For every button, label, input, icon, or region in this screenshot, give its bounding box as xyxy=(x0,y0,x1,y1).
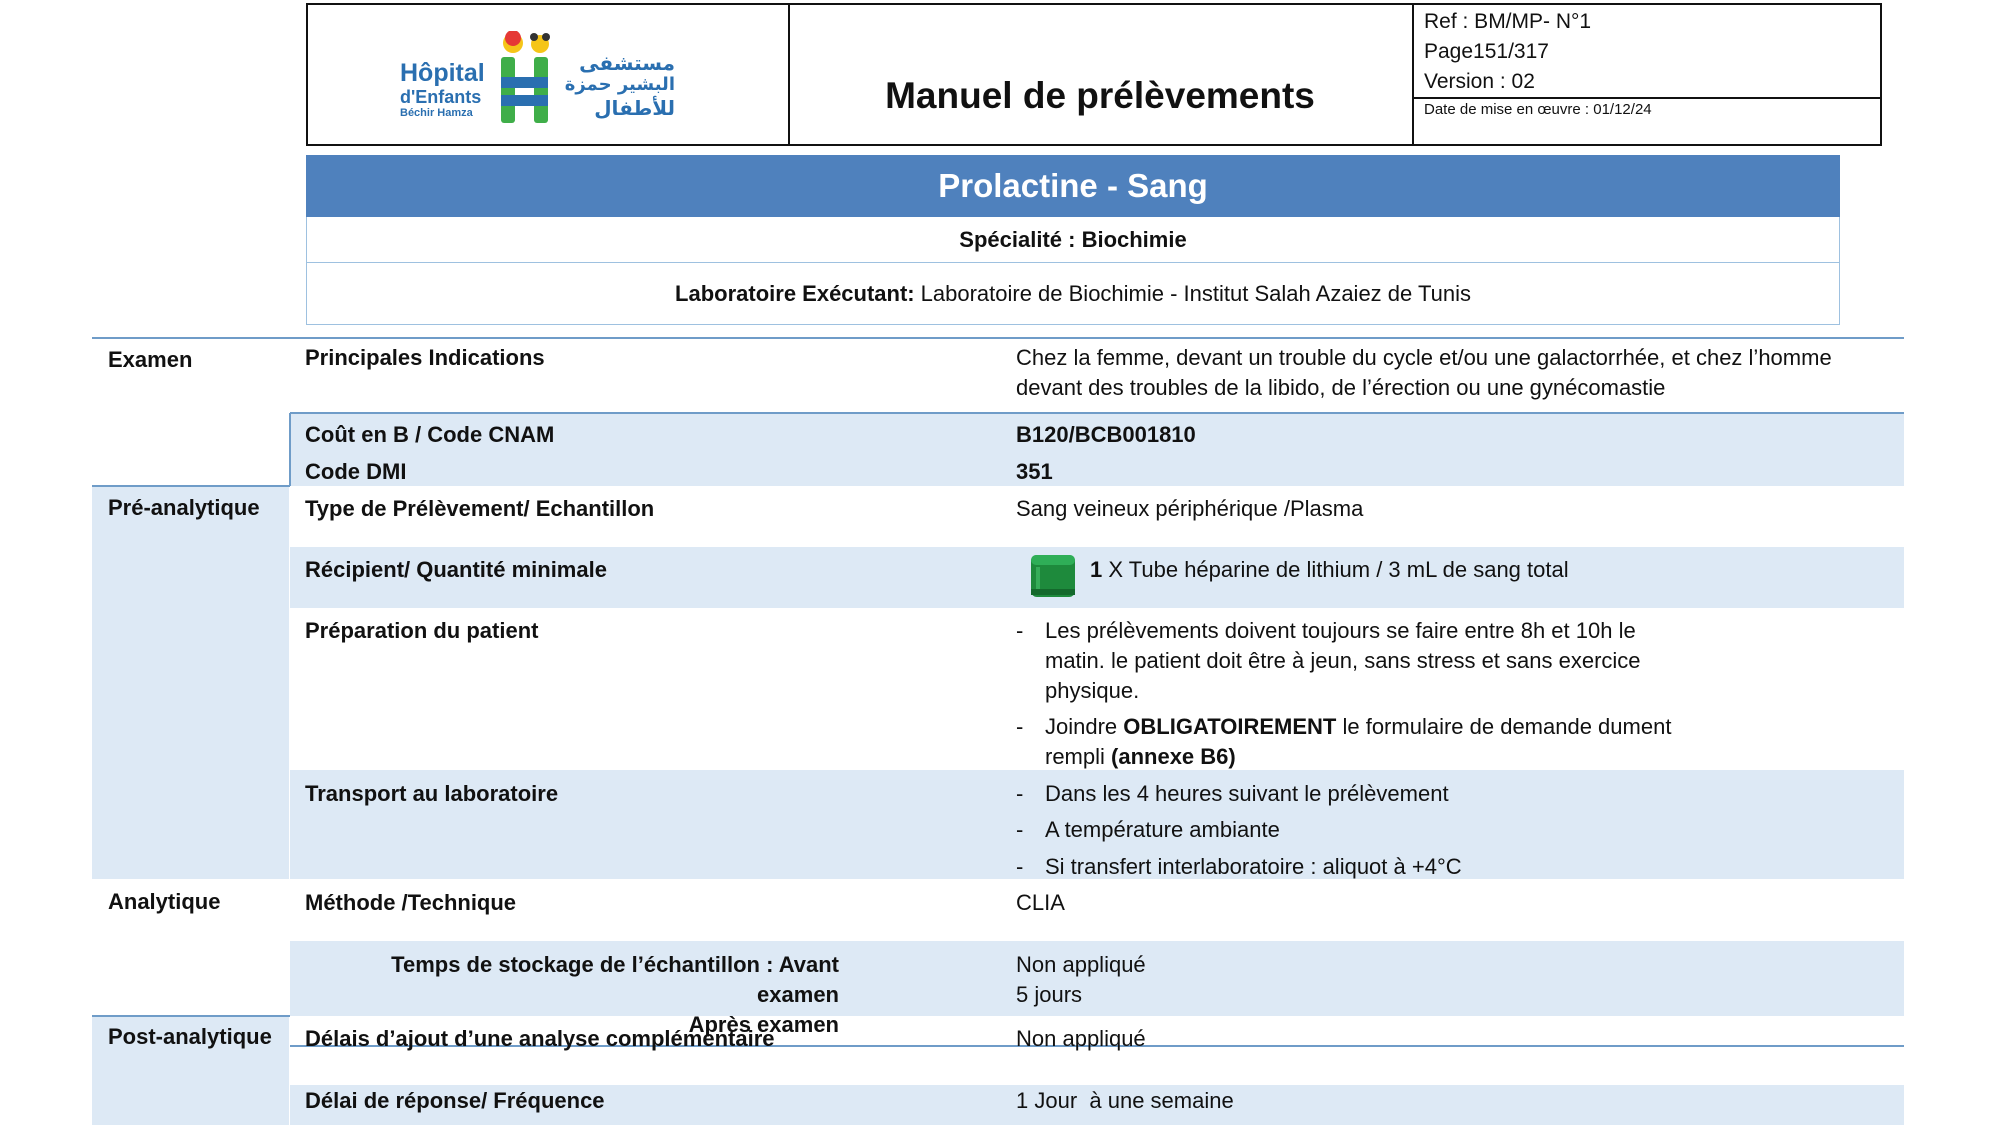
sample-type-value: Sang veineux périphérique /Plasma xyxy=(1016,496,1364,521)
version: Version : 02 xyxy=(1424,70,1535,93)
children-logo-icon xyxy=(496,31,558,127)
page-number: Page151/317 xyxy=(1424,40,1549,63)
green-tube-icon xyxy=(1028,553,1078,599)
transport-item xyxy=(1016,815,1696,845)
dmi-value: 351 xyxy=(1016,459,1053,484)
indications-label: Principales Indications xyxy=(305,345,545,370)
method-label: Méthode /Technique xyxy=(305,890,517,915)
turnaround-label: Délai de réponse/ Fréquence xyxy=(305,1088,605,1113)
category-post-analytique: Post-analytique xyxy=(108,1024,272,1049)
preparation-line xyxy=(1045,742,1696,772)
preparation-emphasis: OBLIGATOIREMENT xyxy=(1123,714,1337,739)
logo-name-line2: d'Enfants xyxy=(400,87,482,107)
storage-value-after: 5 jours xyxy=(1016,982,1083,1007)
executing-lab-label: Laboratoire Exécutant: xyxy=(675,280,915,306)
container-label: Récipient/ Quantité minimale xyxy=(305,557,607,582)
table-rule xyxy=(289,413,291,486)
category-band xyxy=(92,486,289,879)
transport-item xyxy=(1016,852,1696,882)
document-header xyxy=(306,3,1882,146)
header-divider xyxy=(1412,97,1880,99)
preparation-label: Préparation du patient xyxy=(305,618,539,643)
storage-label-line1: Temps de stockage de l’échantillon : Avant examen xyxy=(391,952,839,1007)
bullet-dash: - xyxy=(1016,618,1024,643)
logo-arabic-line2: البشير حمزة xyxy=(564,74,675,95)
logo-arabic-line3: للأطفال xyxy=(594,96,675,120)
implementation-date: Date de mise en œuvre : 01/12/24 xyxy=(1424,101,1652,118)
transport-item xyxy=(1016,779,1696,809)
transport-item-text: A température ambiante xyxy=(1045,817,1280,842)
test-title: Prolactine - Sang xyxy=(306,155,1840,217)
executing-lab-value: Laboratoire de Biochimie - Institut Salah Azaiez de Tunis xyxy=(920,280,1471,306)
preparation-line xyxy=(1045,712,1696,742)
add-test-delay-label: Délais d’ajout d’une analyse complémentaire xyxy=(305,1026,775,1051)
preparation-line: matin. le patient doit être à jeun, sans stress et sans exercice xyxy=(1045,648,1641,673)
category-analytique: Analytique xyxy=(108,889,221,914)
preparation-text: Joindre xyxy=(1045,714,1124,739)
preparation-text: rempli xyxy=(1045,744,1112,769)
annexe-reference: (annexe B6) xyxy=(1111,744,1236,769)
storage-label-line2: Après examen xyxy=(688,1012,839,1037)
preparation-line: Les prélèvements doivent toujours se faire entre 8h et 10h le xyxy=(1045,618,1636,643)
bullet-dash: - xyxy=(1016,817,1024,842)
bullet-dash: - xyxy=(1016,714,1024,739)
sample-type-label: Type de Prélèvement/ Echantillon xyxy=(305,496,655,521)
executing-lab xyxy=(306,263,1840,325)
transport-label: Transport au laboratoire xyxy=(305,781,559,806)
preparation-line: physique. xyxy=(1045,678,1140,703)
storage-value-before: Non appliqué xyxy=(1016,952,1146,977)
document-title: Manuel de prélèvements xyxy=(885,75,1315,116)
indications-value-line2: devant des troubles de la libido, de l’érection ou une gynécomastie xyxy=(1016,375,1666,400)
speciality: Spécialité : Biochimie xyxy=(306,217,1840,263)
indications-value-line1: Chez la femme, devant un trouble du cycle et/ou une galactorrhée, et chez l’homme xyxy=(1016,345,1832,370)
method-value: CLIA xyxy=(1016,890,1065,915)
ref-number: Ref : BM/MP- N°1 xyxy=(1424,10,1592,33)
table-rule xyxy=(290,412,1904,414)
hospital-logo xyxy=(400,31,690,127)
container-text: X Tube héparine de lithium / 3 mL de sang total xyxy=(1102,557,1569,582)
table-rule xyxy=(92,337,1904,339)
logo-name-line1: Hôpital xyxy=(400,59,485,87)
preparation-bullet-2 xyxy=(1016,712,1696,772)
table-rule xyxy=(92,1015,290,1017)
logo-arabic-line1: مستشفى xyxy=(579,51,675,75)
category-pre-analytique: Pré-analytique xyxy=(108,495,260,520)
cout-value: B120/BCB001810 xyxy=(1016,422,1196,447)
transport-item-text: Si transfert interlaboratoire : aliquot à +4°C xyxy=(1045,854,1462,879)
dmi-label: Code DMI xyxy=(305,459,407,484)
preparation-text: le formulaire de demande dument xyxy=(1336,714,1672,739)
preparation-bullet-1 xyxy=(1016,616,1696,706)
bullet-dash: - xyxy=(1016,854,1024,879)
table-rule xyxy=(92,485,290,487)
transport-item-text: Dans les 4 heures suivant le prélèvement xyxy=(1045,781,1449,806)
add-test-delay-value: Non appliqué xyxy=(1016,1026,1146,1051)
container-quantity: 1 xyxy=(1090,557,1103,582)
category-examen: Examen xyxy=(108,347,193,372)
logo-name-line3: Béchir Hamza xyxy=(400,107,473,119)
container-value xyxy=(1090,555,1569,585)
turnaround-value: 1 Jour à une semaine xyxy=(1016,1088,1234,1113)
header-divider xyxy=(1412,5,1414,144)
bullet-dash: - xyxy=(1016,781,1024,806)
cout-label: Coût en B / Code CNAM xyxy=(305,422,555,447)
